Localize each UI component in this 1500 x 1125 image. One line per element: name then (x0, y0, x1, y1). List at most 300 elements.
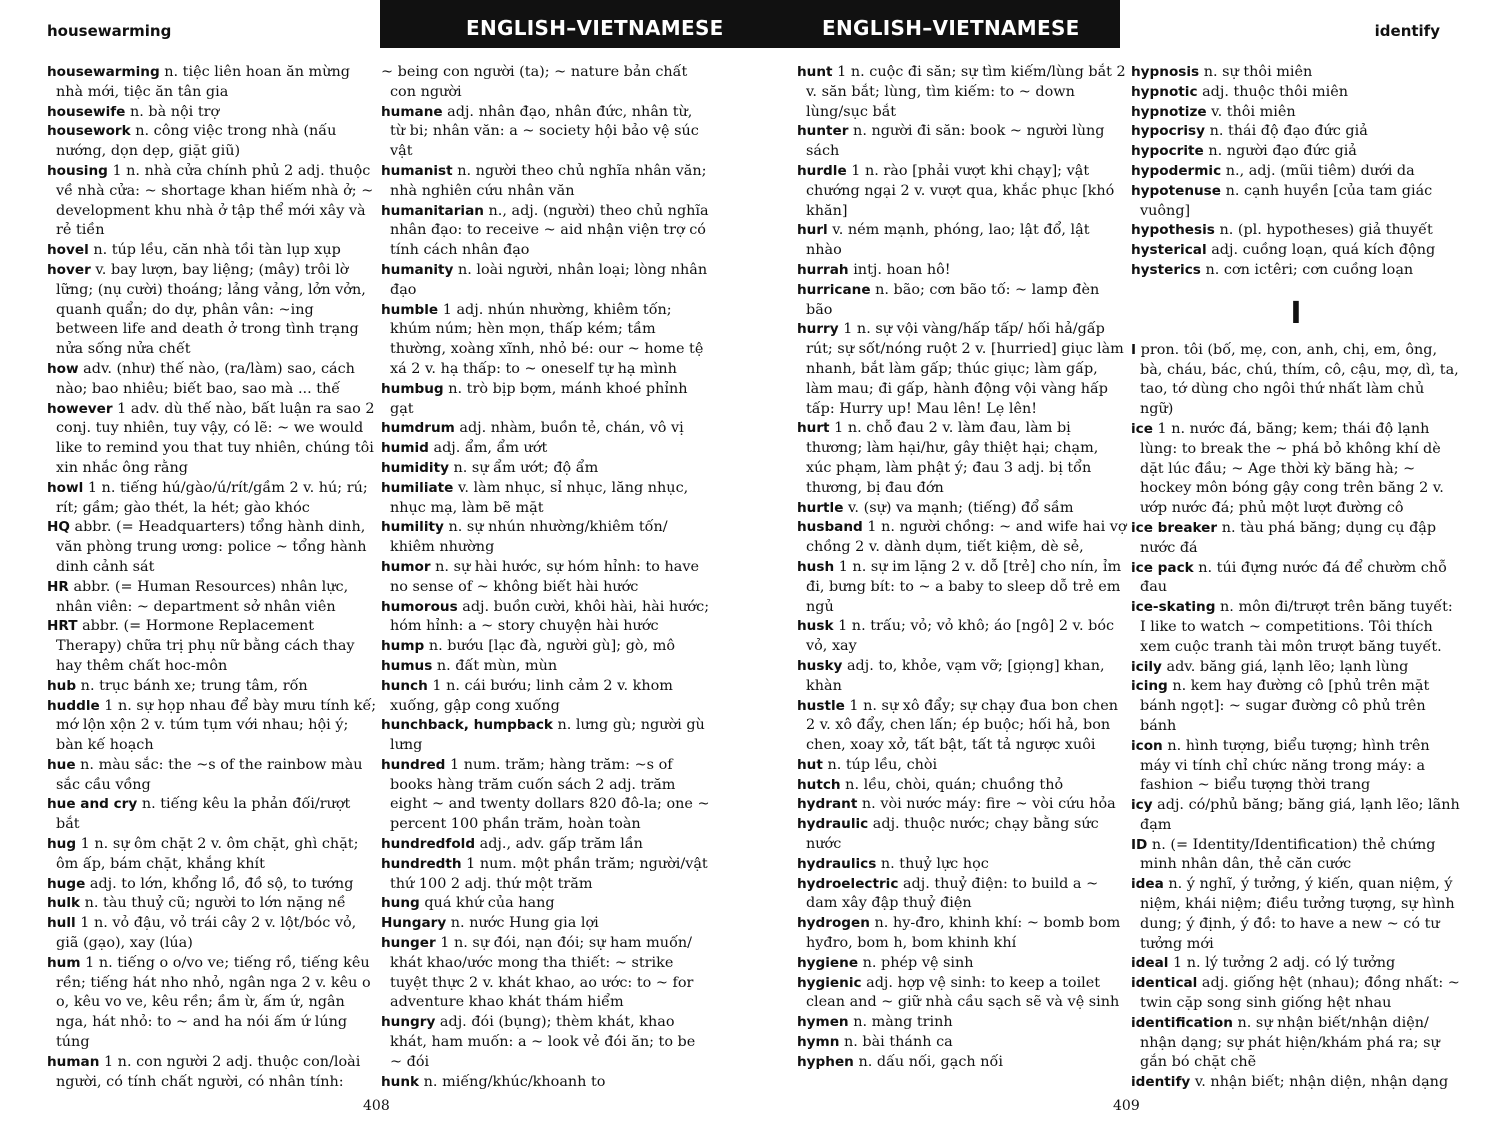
entry-headword: hurricane (797, 281, 871, 298)
dictionary-entry (381, 103, 711, 162)
entry-definition: n. túi đựng nước đá để chườm chỗ đau (1140, 559, 1447, 596)
dictionary-entry (47, 261, 377, 360)
entry-definition: n. màu sắc: the ~s of the rainbow màu sắc cầu vồng (56, 756, 363, 793)
dictionary-entry (381, 677, 711, 717)
entry-headword: hydroelectric (797, 875, 899, 892)
dictionary-entry (381, 459, 711, 479)
entry-definition: ~ being con người (ta); ~ nature bản chất con người (381, 64, 688, 100)
entry-headword: hypocrite (1131, 143, 1204, 160)
entry-headword: identify (1131, 1074, 1191, 1091)
entry-definition: adj. thuộc thôi miên (1202, 83, 1349, 100)
entry-definition: n., adj. (mũi tiêm) dưới da (1225, 162, 1415, 179)
entry-definition: v. bay lượn, bay liệng; (mây) trôi lờ lững; (nụ cười) thoáng; lảng vảng, lởn vởn, quanh quẩn; do dự, phân vân: ~ing between life and death ở trong tình trạng nửa sống nửa chết (56, 261, 366, 358)
entry-definition: abbr. (= Hormone Replacement Therapy) chữa trị phụ nữ bằng cách thay hay thêm chất hoc-môn (56, 618, 355, 674)
dictionary-entry (47, 400, 377, 479)
dictionary-entry (797, 756, 1127, 776)
entry-headword: hovel (47, 242, 89, 259)
entry-headword: ice pack (1131, 559, 1194, 576)
entry-headword: hypodermic (1131, 162, 1222, 179)
dictionary-entry (1131, 261, 1461, 281)
dictionary-entry (797, 697, 1127, 756)
entry-definition: 1 adj. nhún nhường, khiêm tốn; khúm núm; hèn mọn, thấp kém; tầm thường, xoàng xĩnh, nhỏ bé: our ~ home tệ xá 2 v. hạ thấp: to ~ oneself tự hạ mình (390, 301, 704, 377)
entry-headword: identical (1131, 975, 1198, 992)
entry-headword: icon (1131, 737, 1163, 754)
entry-definition: n. người theo chủ nghĩa nhân văn; nhà nghiên cứu nhân văn (390, 162, 707, 199)
entry-definition: n. nước Hung gia lợi (450, 915, 599, 932)
entry-headword: how (47, 360, 79, 377)
entry-headword: housework (47, 123, 131, 140)
dictionary-entry (381, 598, 711, 638)
dictionary-entry (47, 894, 377, 914)
dictionary-entry (381, 558, 711, 598)
entry-headword: icy (1131, 797, 1153, 814)
dictionary-entry (797, 974, 1127, 1014)
entry-headword: housing (47, 162, 108, 179)
entry-definition: n. sự ẩm ướt; độ ẩm (453, 459, 599, 476)
entry-headword: humanist (381, 162, 453, 179)
entry-definition: n. người đạo đức giả (1208, 143, 1357, 160)
dictionary-entry (1131, 598, 1461, 657)
entry-headword: hypnosis (1131, 64, 1200, 80)
dictionary-entry (47, 954, 377, 1053)
entry-definition: n. lều, chòi, quán; chuồng thỏ (845, 776, 1064, 793)
dictionary-entry (381, 261, 711, 301)
entry-definition: n. phép vệ sinh (862, 954, 974, 971)
right-page-title: ENGLISH–VIETNAMESE (822, 16, 1080, 40)
entry-headword: huge (47, 875, 86, 892)
entry-headword: hover (47, 261, 91, 278)
dictionary-entry (797, 1013, 1127, 1033)
entry-headword: hypnotize (1131, 103, 1207, 120)
entry-definition: n. môn đi/trượt trên băng tuyết: I like to watch ~ competitions. Tôi thích xem cuộc tranh tài môn trượt băng tuyết. (1140, 599, 1453, 655)
entry-headword: huddle (47, 697, 100, 714)
entry-definition: n. sự hài hước, sự hóm hỉnh: to have no sense of ~ không biết hài hước (390, 558, 699, 595)
entry-headword: hunt (797, 64, 833, 80)
entry-definition: n. bà nội trợ (129, 103, 220, 120)
dictionary-entry (797, 875, 1127, 915)
dictionary-entry (47, 122, 377, 162)
entry-headword: HQ (47, 519, 70, 536)
dictionary-entry (47, 617, 377, 676)
entry-headword: HR (47, 578, 69, 595)
entry-definition: n. sự nhận biết/nhận diện/ nhận dạng; sự phát hiện/khám phá ra; sự gắn bó chặt chẽ (1140, 1014, 1440, 1071)
entry-headword: hunk (381, 1073, 420, 1090)
dictionary-entry (381, 894, 711, 914)
entry-headword: husky (797, 657, 843, 674)
entry-headword: icing (1131, 678, 1168, 695)
entry-headword: hydrogen (797, 915, 870, 932)
entry-headword: I (1131, 341, 1137, 358)
entry-definition: 1 n. sự xô đẩy; sự chạy đua bon chen 2 v. xô đẩy, chen lấn; ép buộc; hối hả, bon chen, xoay xở, tất bật, tất tả ngược xuôi (806, 697, 1119, 754)
entry-definition: v. (sự) va mạnh; (tiếng) đổ sầm (848, 499, 1074, 516)
dictionary-entry (381, 934, 711, 1013)
entry-headword: hub (47, 677, 77, 694)
dictionary-entry (381, 756, 711, 835)
dictionary-entry (797, 558, 1127, 617)
entry-headword: ID (1131, 836, 1148, 853)
entry-headword: hurtle (797, 499, 844, 516)
entry-definition: n. trục bánh xe; trung tâm, rốn (80, 677, 308, 694)
entry-definition: 1 n. sự vội vàng/hấp tấp/ hối hả/gấp rút; sự sốt/nóng ruột 2 v. [hurried] giục làm nhanh, bắt làm gấp; thúc giục; làm gấp, làm mau; đi gấp, hành động vội vàng hấp tấp: Hurry up! Mau lên! Lẹ lên! (806, 321, 1124, 417)
entry-definition: adj. nhân đạo, nhân đức, nhân từ, từ bi; nhân văn: a ~ society hội bảo vệ súc vật (390, 103, 699, 160)
entry-definition: adj. thuộc nước; chạy bằng sức nước (806, 816, 1099, 853)
entry-headword: hypnotic (1131, 83, 1198, 100)
left-guide-word: housewarming (47, 22, 172, 40)
entry-definition: 1 n. tiếng hú/gào/ú/rít/gầm 2 v. hú; rú; rít; gầm; gào thét, la hét; gào khóc (56, 479, 368, 516)
dictionary-entry (797, 855, 1127, 875)
dictionary-entry (381, 1013, 711, 1072)
entry-headword: hysterics (1131, 261, 1201, 278)
dictionary-entry (47, 677, 377, 697)
entry-definition: 1 n. sự im lặng 2 v. dỗ [trẻ] cho nín, ỉm đi, bưng bít: to ~ a baby to sleep dỗ trẻ em ngủ (806, 558, 1122, 615)
entry-definition: n. (= Identity/Identification) thẻ chứng minh nhân dân, thẻ căn cước (1140, 836, 1436, 873)
entry-headword: husk (797, 618, 834, 635)
right-guide-word: identify (1374, 22, 1440, 40)
entry-definition: adj. ẩm, ẩm ướt (433, 440, 548, 457)
entry-headword: human (47, 1053, 100, 1070)
entry-headword: hurl (797, 222, 828, 239)
entry-headword: hydraulics (797, 855, 877, 872)
dictionary-entry (797, 1033, 1127, 1053)
dictionary-entry (797, 518, 1127, 558)
dictionary-entry (47, 914, 377, 954)
entry-definition: abbr. (= Human Resources) nhân lực, nhân viên: ~ department sở nhân viên (56, 578, 349, 615)
dictionary-entry (381, 914, 711, 934)
entry-headword: hymn (797, 1034, 840, 1051)
entry-definition: n. hình tượng, biểu tượng; hình trên máy vi tính chỉ chức năng trong máy: a fashion ~ biểu tượng thời trang (1140, 737, 1430, 794)
dictionary-entry (1131, 658, 1461, 678)
dictionary-entry (1131, 677, 1461, 736)
entry-headword: humdrum (381, 420, 455, 437)
entry-definition: n. thái độ đạo đức giả (1209, 123, 1368, 140)
entry-definition: adj. buồn cười, khôi hài, hài hước; hóm hỉnh: a ~ story chuyện hài hước (390, 598, 710, 635)
dictionary-entry (1131, 241, 1461, 261)
dictionary-entry (1131, 122, 1461, 142)
entry-headword: hyphen (797, 1053, 854, 1070)
dictionary-entry (47, 1053, 377, 1093)
entry-definition: adj., adv. gấp trăm lần (479, 836, 643, 853)
dictionary-entry (47, 578, 377, 618)
entry-headword: hush (797, 558, 835, 575)
entry-definition: v. làm nhục, sỉ nhục, lăng nhục, nhục mạ, làm bẽ mặt (390, 479, 689, 516)
entry-definition: n. tàu phá băng; dụng cụ đập nước đá (1140, 519, 1437, 556)
entry-headword: hundredfold (381, 836, 476, 853)
dictionary-entry (1131, 796, 1461, 836)
entry-headword: hunchback, humpback (381, 717, 553, 734)
entry-headword: humble (381, 301, 439, 318)
dictionary-entry (381, 479, 711, 519)
dictionary-entry (1131, 182, 1461, 222)
entry-headword: ice-skating (1131, 599, 1216, 616)
entry-headword: humility (381, 519, 444, 536)
entry-headword: hypocrisy (1131, 123, 1205, 140)
entry-headword: hymen (797, 1014, 849, 1031)
entry-definition: adj. nhàm, buồn tẻ, chán, vô vị (459, 420, 684, 437)
entry-definition: n. (pl. hypotheses) giả thuyết (1219, 222, 1433, 239)
dictionary-entry (381, 1073, 711, 1093)
entry-definition: 1 n. sự họp nhau để bày mưu tính kế; mớ lộn xộn 2 v. túm tụm với nhau; hội ý; bàn kế hoạch (56, 697, 377, 754)
column-4 (1131, 63, 1461, 1093)
entry-definition: v. thôi miên (1211, 103, 1296, 120)
entry-definition: 1 n. người chồng: ~ and wife hai vợ chồng 2 v. dành dụm, tiết kiệm, dè sẻ, (806, 519, 1127, 556)
entry-definition: n. tiếng kêu la phản đối/rượt bắt (56, 796, 351, 833)
entry-headword: hug (47, 836, 77, 853)
dictionary-entry (381, 202, 711, 261)
dictionary-entry (1131, 836, 1461, 876)
entry-definition: n. đất mùn, mùn (436, 657, 558, 674)
dictionary-entry (797, 776, 1127, 796)
entry-definition: 1 n. lý tưởng 2 adj. có lý tưởng (1173, 955, 1396, 972)
entry-definition: n. trò bịp bợm, mánh khoé phỉnh gạt (390, 380, 688, 417)
dictionary-entry (1131, 875, 1461, 954)
entry-headword: humbug (381, 380, 444, 397)
entry-definition: n. công việc trong nhà (nấu nướng, dọn dẹp, giặt giũ) (56, 123, 337, 160)
entry-definition: n. màng trinh (853, 1014, 953, 1031)
entry-definition: 1 n. tiếng o o/vo ve; tiếng rồ, tiếng kêu rền; tiếng hát nho nhỏ, ngân nga 2 v. kêu o o, kêu vo ve, kêu rền; ầm ừ, ấm ứ, ngân nga, hát nhỏ: to ~ and ha nói ấm ứ lúng túng (56, 954, 371, 1051)
dictionary-entry (797, 122, 1127, 162)
entry-definition: adv. (như) thế nào, (ra/làm) sao, cách nào; bao nhiêu; biết bao, sao mà ... thế (56, 360, 355, 397)
entry-definition: 1 adv. dù thế nào, bất luận ra sao 2 conj. tuy nhiên, tuy vậy, có lẽ: ~ we would like to remind you that tuy nhiên, chúng tôi xin nhắc ông rằng (56, 400, 375, 476)
entry-definition: n., adj. (người) theo chủ nghĩa nhân đạo: to receive ~ aid nhận viện trợ có tính cách nhân đạo (390, 202, 709, 259)
dictionary-entry (381, 855, 711, 895)
entry-definition: 1 n. con người 2 adj. thuộc con/loài người, có tính chất người, có nhân tính: (56, 1053, 361, 1090)
entry-definition: adj. hợp vệ sinh: to keep a toilet clean and ~ giữ nhà cầu sạch sẽ và vệ sinh (806, 974, 1120, 1011)
entry-headword: hunch (381, 677, 428, 694)
entry-headword: humanitarian (381, 202, 484, 219)
entry-headword: ideal (1131, 955, 1169, 972)
dictionary-entry (381, 439, 711, 459)
entry-headword: hut (797, 756, 823, 773)
dictionary-entry (47, 875, 377, 895)
dictionary-entry (47, 360, 377, 400)
dictionary-entry (797, 320, 1127, 419)
entry-definition: n. vòi nước máy: fire ~ vòi cứu hỏa (861, 796, 1116, 813)
dictionary-entry (381, 716, 711, 756)
dictionary-entry (1131, 420, 1461, 519)
entry-headword: housewife (47, 103, 126, 120)
entry-definition: 1 n. sự đói, nạn đói; sự ham muốn/ khát khao/ước mong tha thiết: ~ strike tuyệt thực 2 v. khát khao, ao ước: to ~ for adventure khao khát thám hiểm (390, 935, 694, 1011)
entry-headword: hundredth (381, 855, 462, 872)
dictionary-entry (797, 914, 1127, 954)
dictionary-entry (797, 617, 1127, 657)
entry-headword: hypotenuse (1131, 182, 1221, 199)
entry-headword: HRT (47, 618, 78, 635)
entry-headword: hysterical (1131, 242, 1207, 259)
entry-headword: hydrant (797, 796, 858, 813)
entry-headword: humid (381, 440, 429, 457)
entry-definition: 1 n. sự ôm chặt 2 v. ôm chặt, ghì chặt; ôm ấp, bám chặt, khắng khít (56, 836, 359, 872)
entry-headword: hustle (797, 697, 845, 714)
entry-definition: 1 n. nước đá, băng; kem; thái độ lạnh lùng: to break the ~ phá bỏ không khí dè dặt lúc đầu; ~ Age thời kỳ băng hà; ~ hockey môn bóng gậy cong trên băng 2 v. ướp nước đá; phủ một lượt đường cô (1140, 420, 1444, 517)
dictionary-entry (1131, 83, 1461, 103)
entry-headword: icily (1131, 658, 1162, 675)
dictionary-entry (381, 518, 711, 558)
entry-headword: however (47, 400, 113, 417)
dictionary-entry (1131, 559, 1461, 599)
entry-definition: adj. thuỷ điện: to build a ~ dam xây đập thuỷ điện (806, 875, 1099, 912)
entry-definition: adj. có/phủ băng; băng giá, lạnh lẽo; lãnh đạm (1140, 797, 1460, 833)
dictionary-entry (381, 657, 711, 677)
entry-headword: hurry (797, 321, 839, 338)
entry-definition: n. dấu nối, gạch nối (858, 1053, 1003, 1070)
entry-headword: hypothesis (1131, 222, 1215, 239)
entry-definition: 1 n. cuộc đi săn; sự tìm kiếm/lùng bắt 2 v. săn bắt; lùng, tìm kiếm: to ~ down lùng/sục bắt (806, 64, 1126, 120)
dictionary-entry (797, 1053, 1127, 1073)
entry-definition: adj. giống hệt (nhau); đồng nhất: ~ twin cặp song sinh giống hệt nhau (1140, 975, 1460, 1012)
entry-definition: n. tiệc liên hoan ăn mừng nhà mới, tiệc ăn tân gia (56, 64, 350, 100)
dictionary-entry (47, 241, 377, 261)
entry-definition: adj. cuồng loạn, quá kích động (1211, 242, 1436, 259)
entry-headword: hunter (797, 123, 849, 140)
dictionary-entry (797, 657, 1127, 697)
dictionary-entry (1131, 341, 1461, 420)
dictionary-entry (47, 63, 377, 103)
entry-headword: ice (1131, 420, 1153, 437)
entry-definition: 1 n. chỗ đau 2 v. làm đau, làm bị thương; làm hại/hư, gây thiệt hại; chạm, xúc phạm, làm phật ý; đau 3 adj. bị tổn thương, bị đau đớn (806, 420, 1099, 496)
dictionary-entry (1131, 162, 1461, 182)
entry-definition: adj. to lớn, khổng lồ, đồ sộ, to tướng (89, 875, 354, 892)
entry-headword: howl (47, 479, 84, 496)
entry-headword: humus (381, 657, 433, 674)
entry-definition: abbr. (= Headquarters) tổng hành dinh, văn phòng trung ương: police ~ tổng hành dinh cảnh sát (56, 519, 367, 575)
entry-headword: humorous (381, 598, 458, 615)
dictionary-entry (47, 835, 377, 875)
dictionary-entry (47, 518, 377, 577)
entry-headword: hurdle (797, 162, 847, 179)
dictionary-entry (1131, 737, 1461, 796)
entry-headword: ice breaker (1131, 519, 1218, 536)
entry-definition: intj. hoan hô! (853, 261, 951, 278)
entry-definition: adj. to, khỏe, vạm vỡ; [giọng] khan, khàn (806, 657, 1105, 694)
dictionary-entry (797, 499, 1127, 519)
dictionary-entry (381, 162, 711, 202)
dictionary-entry (797, 419, 1127, 498)
entry-definition: 1 n. vỏ đậu, vỏ trái cây 2 v. lột/bóc vỏ, giã (gạo), xay (lúa) (56, 915, 357, 952)
entry-definition: quá khứ của hang (424, 895, 555, 912)
entry-definition: n. ý nghĩ, ý tưởng, ý kiến, quan niệm, ý niệm, khái niệm; điều tưởng tượng, sự hình dung; ý định, ý đồ: to have a new ~ có tư tưởng mới (1140, 876, 1455, 952)
entry-headword: humidity (381, 459, 449, 476)
entry-headword: hurrah (797, 261, 849, 278)
right-page-number: 409 (1113, 1098, 1140, 1114)
entry-headword: hump (381, 638, 425, 655)
dictionary-entry (1131, 103, 1461, 123)
entry-headword: hygienic (797, 974, 862, 991)
entry-definition: pron. tôi (bố, mẹ, con, anh, chị, em, ông, bà, cháu, bác, chú, thím, cô, cậu, mợ, dì, ta, tao, tớ dùng cho ngôi thứ nhất làm chủ ngữ) (1140, 341, 1459, 418)
column-1 (47, 63, 377, 1092)
column-4-entries-bottom (1131, 341, 1461, 1093)
dictionary-entry (1131, 142, 1461, 162)
entry-headword: idea (1131, 876, 1164, 893)
entry-headword: identification (1131, 1014, 1233, 1031)
entry-definition: n. hy-đro, khinh khí: ~ bomb bom hyđro, bom h, bom khinh khí (806, 915, 1121, 952)
entry-definition: n. loài người, nhân loại; lòng nhân đạo (390, 261, 708, 298)
entry-definition: n. lưng gù; người gù lưng (390, 717, 705, 754)
entry-headword: housewarming (47, 64, 160, 80)
entry-headword: humiliate (381, 479, 454, 496)
dictionary-entry (381, 63, 711, 103)
entry-definition: n. bài thánh ca (843, 1034, 953, 1051)
entry-definition: 1 num. một phần trăm; người/vật thứ 100 2 adj. thứ một trăm (390, 855, 708, 892)
dictionary-entry (381, 419, 711, 439)
entry-headword: humane (381, 103, 443, 120)
entry-definition: n. kem hay đường cô [phủ trên mặt bánh ngọt]: ~ sugar đường cô phủ trên bánh (1140, 678, 1430, 734)
dictionary-entry (47, 103, 377, 123)
entry-definition: n. sự nhún nhường/khiêm tốn/ khiêm nhường (390, 519, 668, 556)
dictionary-entry (1131, 954, 1461, 974)
entry-headword: humor (381, 558, 431, 575)
entry-headword: husband (797, 519, 863, 536)
entry-definition: 1 n. rào [phải vượt khi chạy]; vật chướng ngại 2 v. vượt qua, khắc phục [khó khăn] (806, 162, 1115, 219)
dictionary-entry (797, 63, 1127, 122)
entry-headword: hung (381, 895, 420, 912)
entry-definition: n. thuỷ lực học (880, 855, 989, 872)
column-4-entries-top (1131, 63, 1461, 281)
entry-definition: 1 num. trăm; hàng trăm: ~s of books hàng trăm cuốn sách 2 adj. trăm eight ~ and twenty dollars 820 đô-la; one ~ percent 100 phần trăm, hoàn toàn (390, 756, 710, 833)
entry-definition: 1 n. trấu; vỏ; vỏ khô; áo [ngô] 2 v. bóc vỏ, xay (806, 618, 1115, 655)
dictionary-entry (797, 815, 1127, 855)
dictionary-entry (47, 795, 377, 835)
entry-headword: hygiene (797, 954, 859, 971)
entry-headword: hurt (797, 420, 830, 437)
entry-headword: hunger (381, 935, 436, 952)
dictionary-entry (1131, 63, 1461, 83)
dictionary-entry (381, 301, 711, 380)
entry-definition: adv. băng giá, lạnh lẽo; lạnh lùng (1166, 658, 1409, 675)
dictionary-entry (381, 637, 711, 657)
entry-definition: n. miếng/khúc/khoanh to (423, 1073, 606, 1090)
dictionary-entry (1131, 1073, 1461, 1093)
entry-headword: hum (47, 954, 81, 971)
column-2 (381, 63, 711, 1092)
entry-headword: hull (47, 915, 76, 932)
entry-definition: n. tàu thuỷ cũ; người to lớn nặng nề (84, 895, 346, 912)
entry-definition: n. bướu [lạc đà, người gù]; gò, mô (428, 638, 676, 655)
entry-headword: humanity (381, 261, 454, 278)
column-3 (797, 63, 1127, 1073)
entry-definition: n. túp lều, căn nhà tồi tàn lụp xụp (93, 242, 341, 259)
dictionary-entry (797, 221, 1127, 261)
dictionary-entry (381, 835, 711, 855)
dictionary-entry (1131, 974, 1461, 1014)
entry-definition: n. người đi săn: book ~ người lùng sách (806, 123, 1105, 160)
dictionary-entry (47, 756, 377, 796)
entry-definition: n. cạnh huyền [của tam giác vuông] (1140, 182, 1433, 219)
dictionary-entry (381, 380, 711, 420)
entry-headword: hungry (381, 1014, 436, 1031)
dictionary-entry (1131, 221, 1461, 241)
entry-definition: v. ném mạnh, phóng, lao; lật đổ, lật nhào (806, 222, 1090, 259)
entry-definition: n. cơn ictêri; cơn cuồng loạn (1205, 261, 1414, 278)
left-page-title: ENGLISH–VIETNAMESE (466, 16, 724, 40)
dictionary-entry (797, 795, 1127, 815)
entry-definition: 1 n. cái bướu; linh cảm 2 v. khom xuống, gập cong xuống (390, 677, 673, 714)
entry-definition: 1 n. nhà cửa chính phủ 2 adj. thuộc về nhà cửa: ~ shortage khan hiếm nhà ở; ~ development khu nhà ở tập thể mới xây và rẻ tiền (56, 162, 374, 239)
dictionary-entry (797, 162, 1127, 221)
dictionary-entry (1131, 1014, 1461, 1073)
entry-headword: Hungary (381, 915, 447, 932)
entry-definition: v. nhận biết; nhận diện, nhận dạng (1194, 1074, 1449, 1091)
dictionary-entry (797, 954, 1127, 974)
left-page-number: 408 (363, 1098, 390, 1114)
dictionary-entry (797, 261, 1127, 281)
entry-definition: adj. đói (bụng); thèm khát, khao khát, ham muốn: a ~ look vẻ đói ăn; to be ~ đói (390, 1014, 696, 1070)
dictionary-entry (47, 697, 377, 756)
entry-headword: hundred (381, 756, 446, 773)
entry-headword: hydraulic (797, 816, 869, 833)
dictionary-entry (47, 479, 377, 519)
entry-headword: hue and cry (47, 796, 138, 813)
letter-section-heading: I (1290, 295, 1302, 331)
